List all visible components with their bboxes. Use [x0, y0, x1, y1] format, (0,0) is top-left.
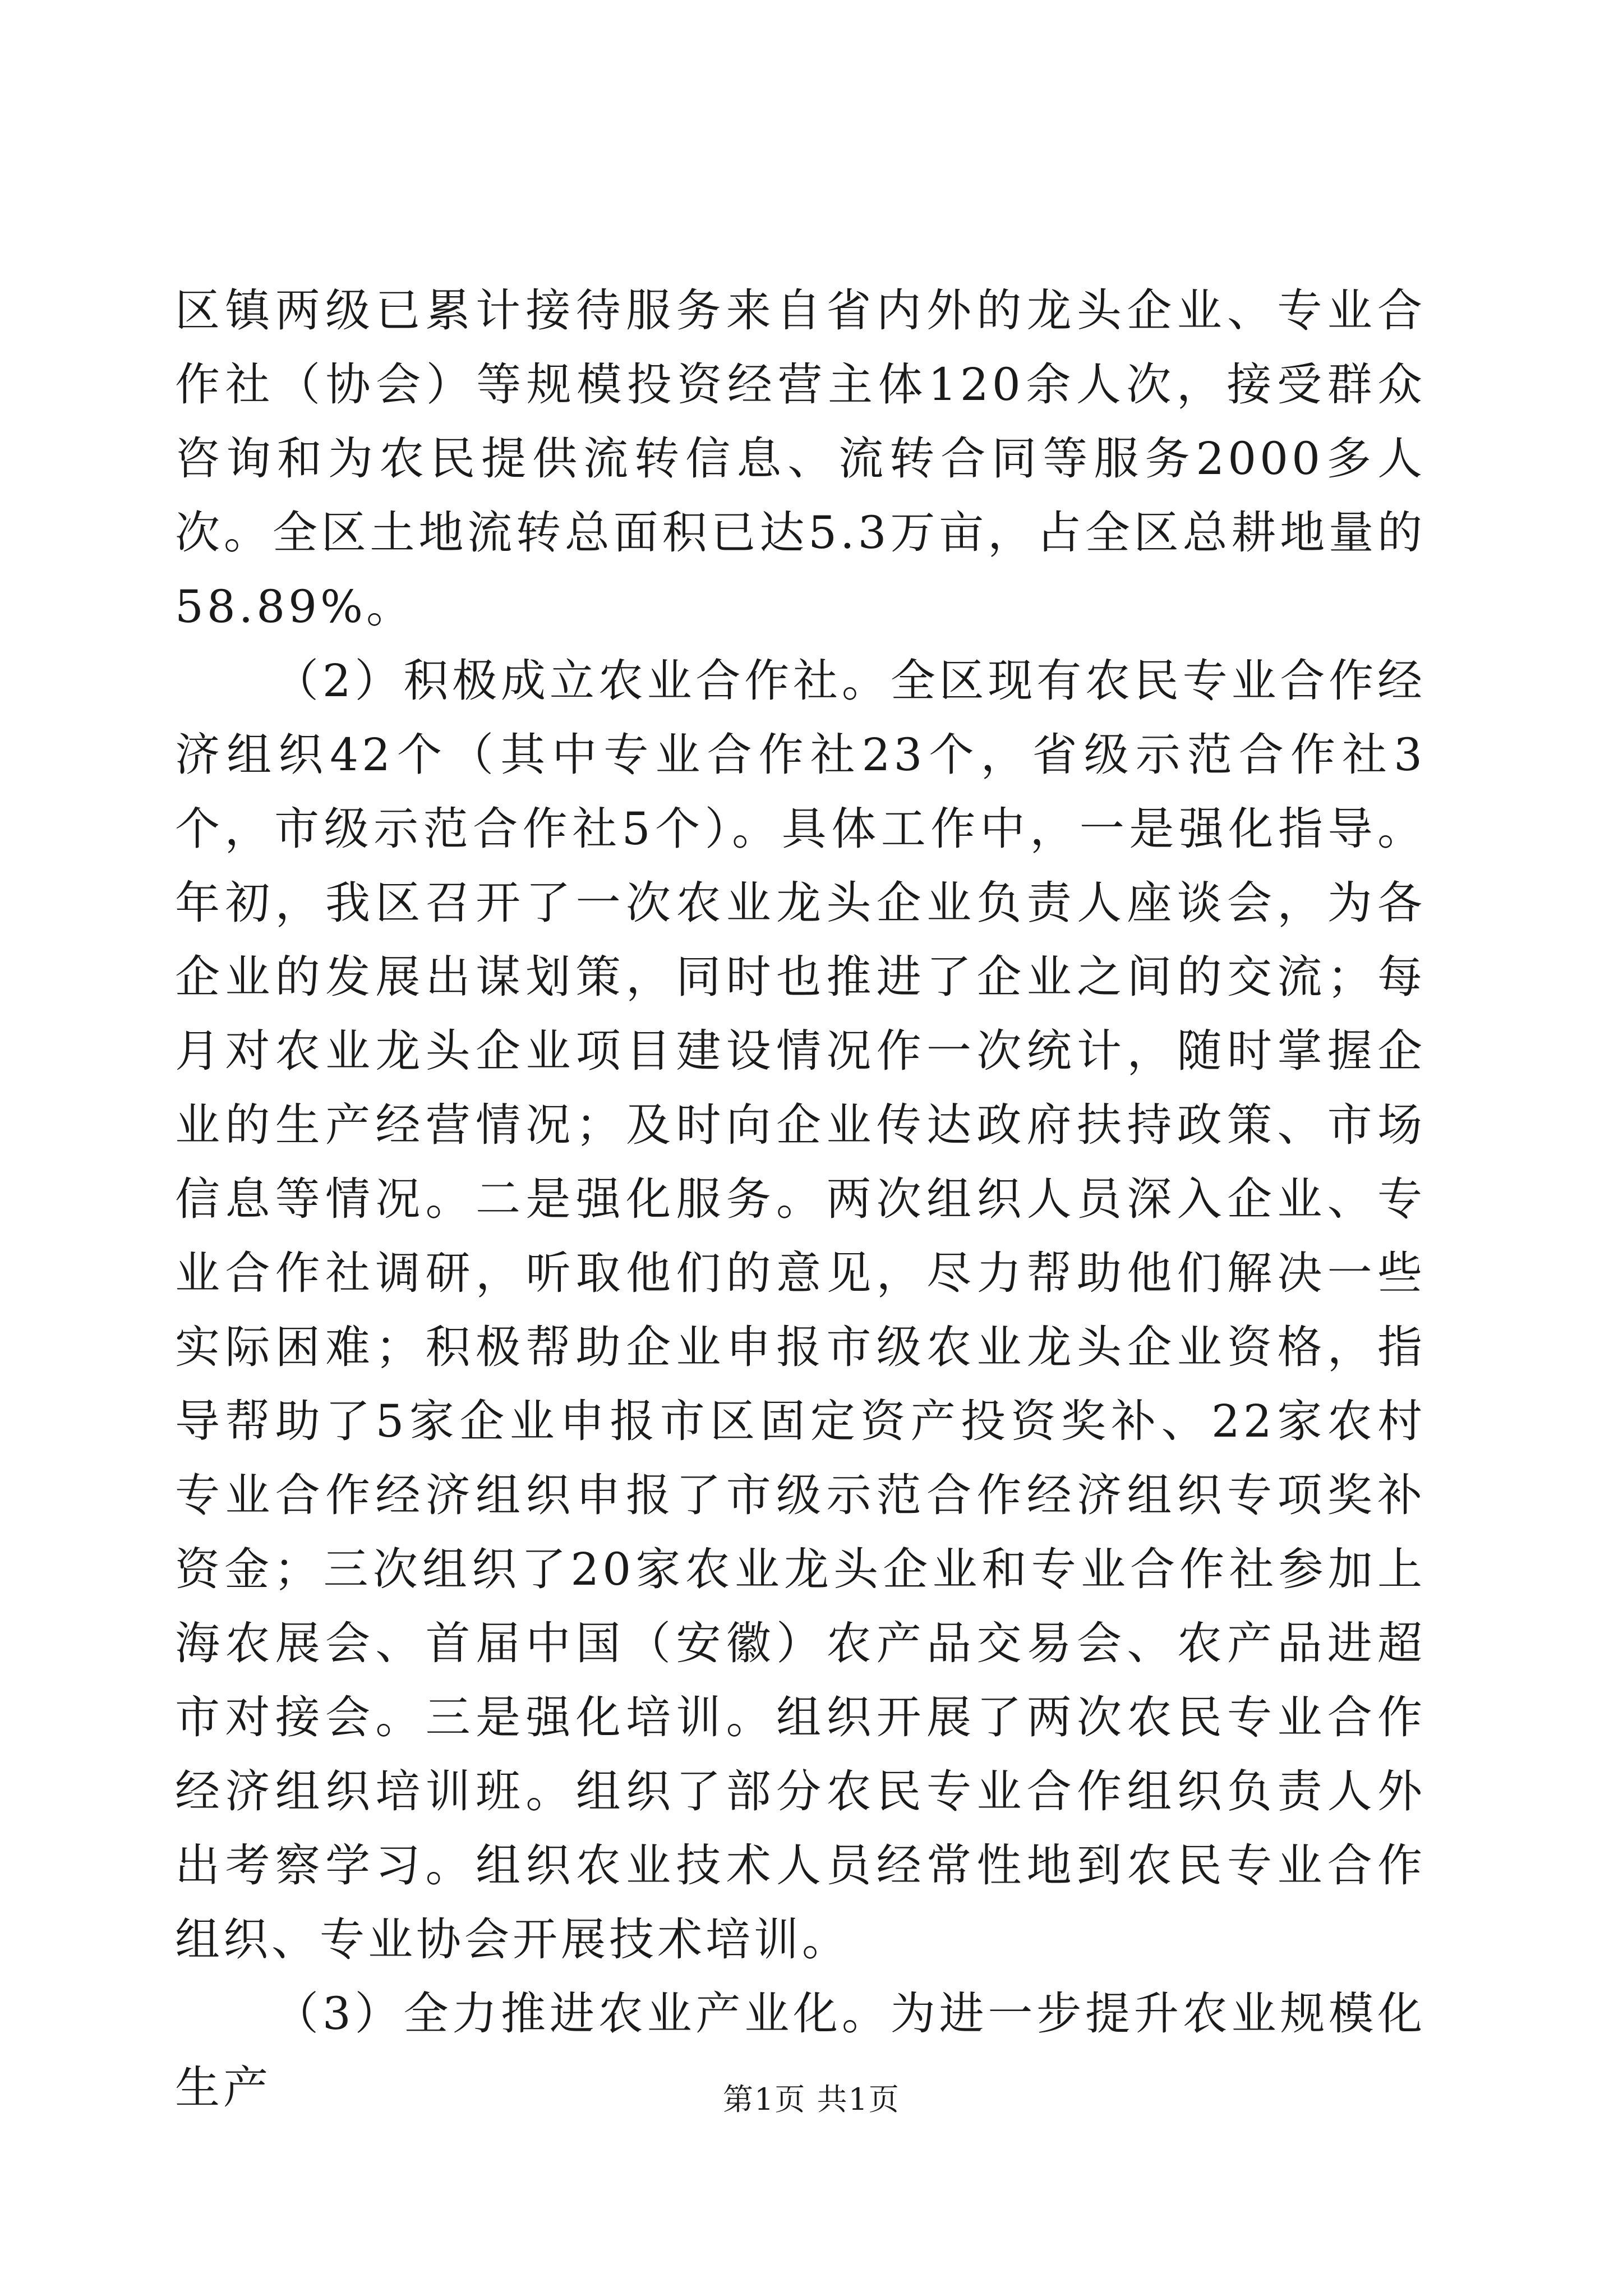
page-footer: 第1页 共1页: [723, 2082, 900, 2117]
document-body: [175, 274, 1426, 2125]
paragraph-industrialization: （3）全力推进农业产业化。为进一步提升农业规模化生产: [175, 1987, 1426, 2114]
paragraph-cooperatives: （2）积极成立农业合作社。全区现有农民专业合作经济组织42个（其中专业合作社23个，省级示范合作社3个，市级示范合作社5个）。具体工作中，一是强化指导。年初，我区召开了一次农业龙头企业负责人座谈会，为各企业的发展出谋划策，同时也推进了企业之间的交流；每月对农业龙头企业项目建设情况作一次统计，随时掌握企业的生产经营情况；及时向企业传达政府扶持政策、市场信息等情况。二是强化服务。两次组织人员深入企业、专业合作社调研，听取他们的意见，尽力帮助他们解决一些实际困难；积极帮助企业申报市级农业龙头企业资格，指导帮助了5家企业申报市区固定资产投资奖补、22家农村专业合作经济组织申报了市级示范合作经济组织专项奖补资金；三次组织了20家农业龙头企业和专业合作社参加上海农展会、首届中国（安徽）农产品交易会、农产品进超市对接会。三是强化培训。组织开展了两次农民专业合作经济组织培训班。组织了部分农民专业合作组织负责人外出考察学习。组织农业技术人员经常性地到农民专业合作组织、专业协会开展技术培训。: [175, 655, 1426, 1966]
paragraph-land-transfer: 区镇两级已累计接待服务来自省内外的龙头企业、专业合作社（协会）等规模投资经营主体120余人次，接受群众咨询和为农民提供流转信息、流转合同等服务2000多人次。全区土地流转总面积已达5.3万亩，占全区总耕地量的58.89%。: [175, 284, 1426, 633]
